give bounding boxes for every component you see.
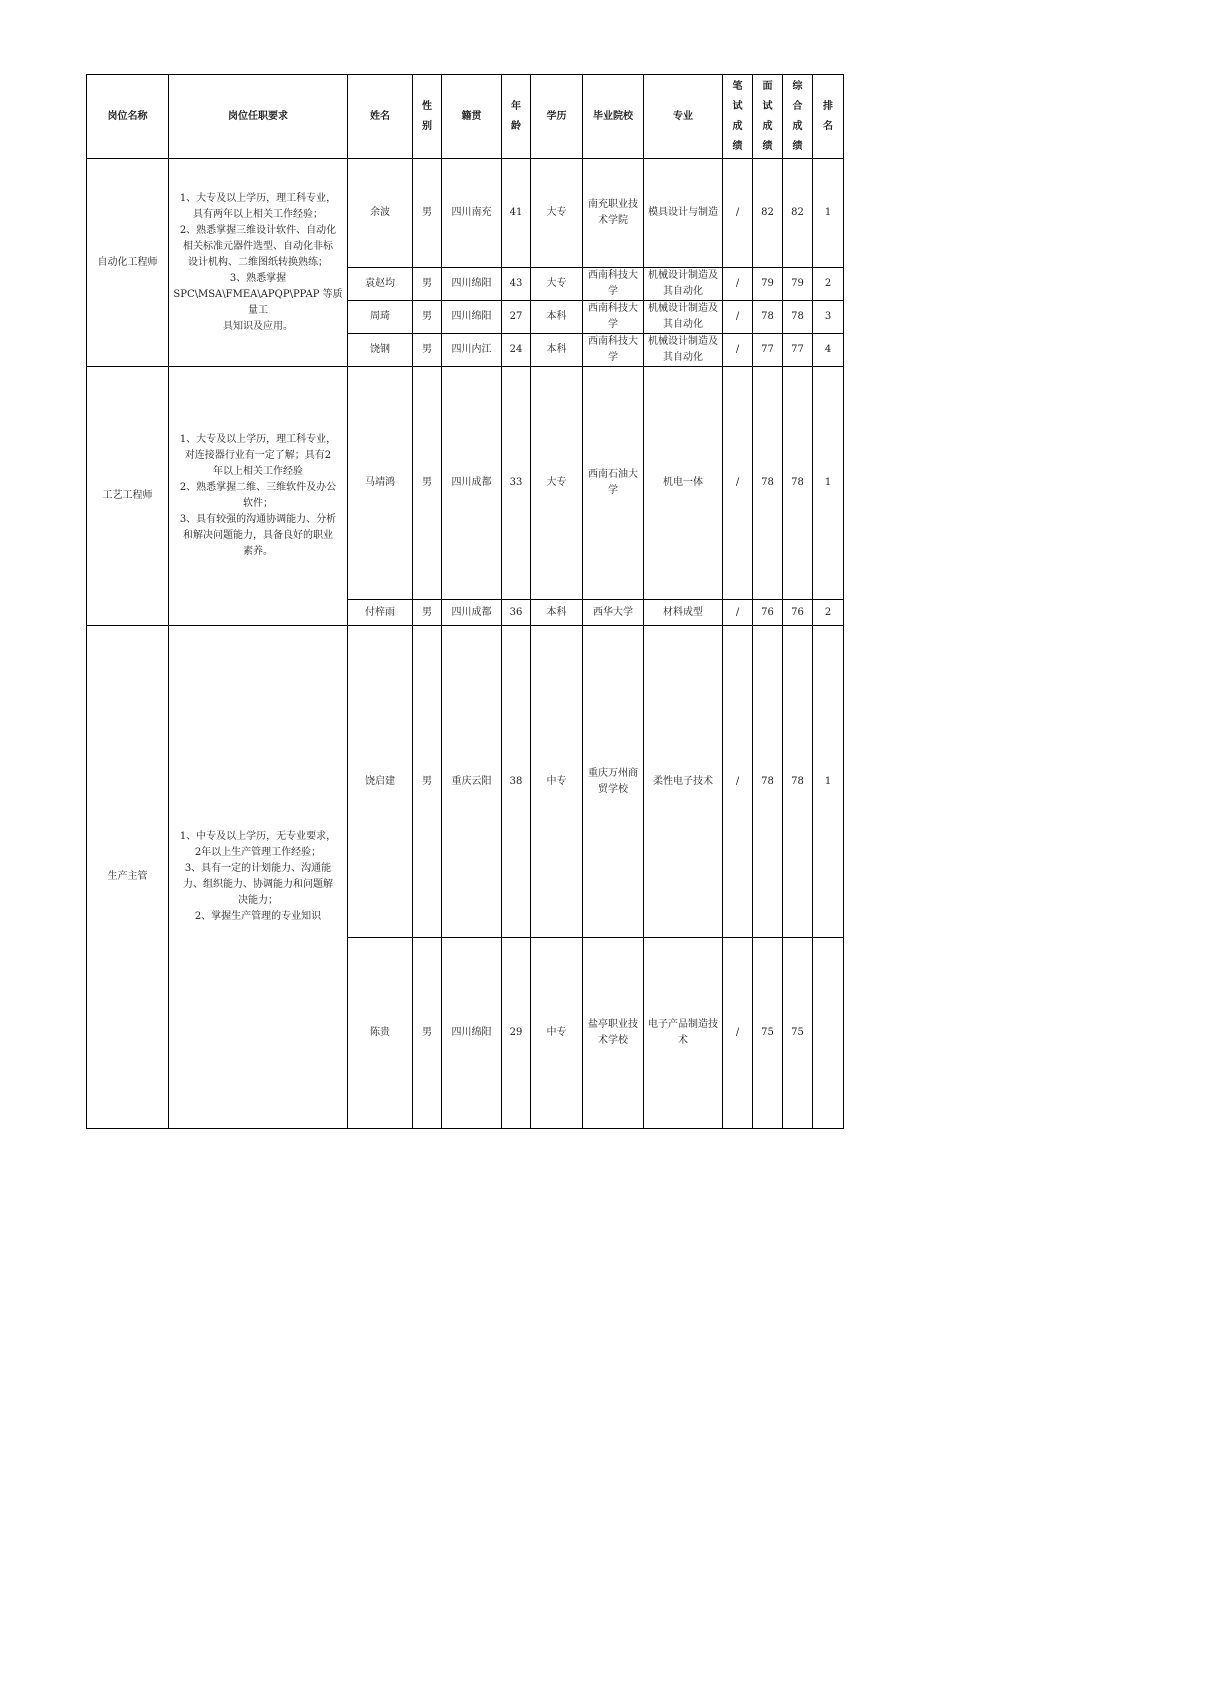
cell-major: 材料成型	[644, 600, 723, 626]
cell-age: 27	[502, 301, 531, 334]
cell-interview: 82	[753, 159, 783, 268]
header-gender: 性别	[413, 75, 442, 159]
cell-origin: 四川绵阳	[442, 268, 502, 301]
cell-school: 西南科技大学	[583, 268, 644, 301]
requirement-line: 1、大专及以上学历，理工科专业，	[179, 192, 337, 204]
cell-school: 重庆万州商贸学校	[583, 626, 644, 938]
position-name: 自动化工程师	[87, 159, 169, 367]
cell-rank: 2	[813, 268, 844, 301]
cell-school: 盐亭职业技术学校	[583, 938, 644, 1129]
cell-origin: 四川绵阳	[442, 301, 502, 334]
table-row	[87, 159, 844, 268]
requirement-line: 2年以上生产管理工作经验；	[194, 847, 322, 858]
requirement-line: 2、掌握生产管理的专业知识	[194, 911, 322, 922]
cell-name: 付梓雨	[348, 600, 413, 626]
header-name: 姓名	[348, 75, 413, 159]
cell-gender: 男	[413, 626, 442, 938]
cell-age: 43	[502, 268, 531, 301]
cell-total: 78	[783, 626, 813, 938]
cell-interview: 78	[753, 301, 783, 334]
requirement-line: SPC\MSA\FMEA\APQP\PPAP 等质量工	[173, 288, 343, 316]
cell-total: 78	[783, 301, 813, 334]
cell-origin: 四川成都	[442, 367, 502, 600]
cell-major: 机械设计制造及其自动化	[644, 301, 723, 334]
requirement-line: 3、熟悉掌握	[229, 272, 287, 284]
cell-gender: 男	[413, 334, 442, 367]
cell-gender: 男	[413, 301, 442, 334]
requirement-line: 具知识及应用。	[223, 320, 293, 332]
cell-written: /	[723, 626, 753, 938]
requirement-line: 3、具有一定的计划能力、沟通能	[184, 863, 332, 874]
cell-written: /	[723, 938, 753, 1129]
cell-written: /	[723, 268, 753, 301]
header-written-score: 笔试成绩	[723, 75, 753, 159]
table-body	[87, 159, 844, 1129]
cell-gender: 男	[413, 938, 442, 1129]
cell-origin: 四川成都	[442, 600, 502, 626]
cell-school: 南充职业技术学院	[583, 159, 644, 268]
requirement-line: 对连接器行业有一定了解；具有2	[184, 450, 332, 461]
cell-name: 马靖鸿	[348, 367, 413, 600]
requirement-line: 力、组织能力、协调能力和问题解	[183, 879, 333, 890]
requirement-line: 3、具有较强的沟通协调能力、分析	[179, 514, 337, 525]
cell-age: 41	[502, 159, 531, 268]
table-row	[87, 626, 844, 938]
cell-major: 机电一体	[644, 367, 723, 600]
requirement-line: 素养。	[243, 546, 273, 557]
cell-age: 38	[502, 626, 531, 938]
cell-origin: 四川南充	[442, 159, 502, 268]
position-requirements	[169, 159, 348, 367]
requirement-line: 具有两年以上相关工作经验；	[193, 208, 323, 220]
cell-age: 33	[502, 367, 531, 600]
cell-name: 饶启建	[348, 626, 413, 938]
requirement-line: 和解决问题能力，具备良好的职业	[183, 530, 333, 541]
cell-education: 大专	[531, 159, 583, 268]
cell-name: 袁赵均	[348, 268, 413, 301]
cell-name: 余波	[348, 159, 413, 268]
cell-total: 76	[783, 600, 813, 626]
cell-total: 75	[783, 938, 813, 1129]
header-age: 年龄	[502, 75, 531, 159]
cell-age: 29	[502, 938, 531, 1129]
header-origin: 籍贯	[442, 75, 502, 159]
cell-gender: 男	[413, 159, 442, 268]
requirement-line: 1、大专及以上学历，理工科专业，	[179, 434, 337, 445]
header-school: 毕业院校	[583, 75, 644, 159]
cell-school: 西南科技大学	[583, 301, 644, 334]
cell-rank: 4	[813, 334, 844, 367]
cell-education: 大专	[531, 367, 583, 600]
cell-education: 大专	[531, 268, 583, 301]
header-position: 岗位名称	[87, 75, 169, 159]
cell-gender: 男	[413, 600, 442, 626]
cell-total: 77	[783, 334, 813, 367]
cell-rank: 1	[813, 626, 844, 938]
requirement-line: 2、熟悉掌握二维、三维软件及办公	[179, 482, 337, 493]
cell-education: 中专	[531, 938, 583, 1129]
cell-school: 西南科技大学	[583, 334, 644, 367]
cell-education: 本科	[531, 600, 583, 626]
cell-rank: 1	[813, 159, 844, 268]
cell-written: /	[723, 301, 753, 334]
cell-major: 模具设计与制造	[644, 159, 723, 268]
header-education: 学历	[531, 75, 583, 159]
table-row	[87, 367, 844, 600]
cell-total: 82	[783, 159, 813, 268]
cell-major: 机械设计制造及其自动化	[644, 334, 723, 367]
position-requirements	[169, 367, 348, 626]
requirement-line: 决能力；	[238, 895, 278, 906]
cell-interview: 75	[753, 938, 783, 1129]
cell-origin: 四川内江	[442, 334, 502, 367]
cell-total: 79	[783, 268, 813, 301]
cell-age: 24	[502, 334, 531, 367]
header-requirements: 岗位任职要求	[169, 75, 348, 159]
requirement-line: 1、中专及以上学历，无专业要求，	[179, 831, 337, 842]
cell-origin: 重庆云阳	[442, 626, 502, 938]
candidate-score-table	[86, 74, 844, 1129]
cell-written: /	[723, 334, 753, 367]
cell-interview: 77	[753, 334, 783, 367]
cell-gender: 男	[413, 367, 442, 600]
cell-name: 陈贵	[348, 938, 413, 1129]
cell-interview: 78	[753, 626, 783, 938]
requirement-line: 相关标准元器件选型、自动化非标	[183, 240, 333, 252]
cell-major: 机械设计制造及其自动化	[644, 268, 723, 301]
requirement-line: 设计机构、二维图纸转换熟练；	[188, 256, 328, 268]
cell-major: 电子产品制造技术	[644, 938, 723, 1129]
cell-gender: 男	[413, 268, 442, 301]
cell-rank: 1	[813, 367, 844, 600]
cell-school: 西南石油大学	[583, 367, 644, 600]
position-name: 生产主管	[87, 626, 169, 1129]
cell-name: 周琦	[348, 301, 413, 334]
cell-written: /	[723, 159, 753, 268]
position-name: 工艺工程师	[87, 367, 169, 626]
header-interview-score: 面试成绩	[753, 75, 783, 159]
cell-age: 36	[502, 600, 531, 626]
cell-rank: 2	[813, 600, 844, 626]
cell-rank	[813, 938, 844, 1129]
cell-rank: 3	[813, 301, 844, 334]
header-major: 专业	[644, 75, 723, 159]
cell-interview: 78	[753, 367, 783, 600]
header-row	[87, 75, 844, 159]
requirement-line: 2、熟悉掌握三维设计软件、自动化	[179, 224, 337, 236]
cell-interview: 79	[753, 268, 783, 301]
cell-interview: 76	[753, 600, 783, 626]
cell-written: /	[723, 600, 753, 626]
cell-education: 本科	[531, 334, 583, 367]
cell-major: 柔性电子技术	[644, 626, 723, 938]
requirement-line: 软件；	[243, 498, 273, 509]
cell-school: 西华大学	[583, 600, 644, 626]
cell-origin: 四川绵阳	[442, 938, 502, 1129]
position-requirements	[169, 626, 348, 1129]
cell-total: 78	[783, 367, 813, 600]
cell-written: /	[723, 367, 753, 600]
header-total-score: 综合成绩	[783, 75, 813, 159]
cell-education: 本科	[531, 301, 583, 334]
cell-education: 中专	[531, 626, 583, 938]
header-rank: 排名	[813, 75, 844, 159]
cell-name: 饶钢	[348, 334, 413, 367]
requirement-line: 年以上相关工作经验	[213, 466, 303, 477]
